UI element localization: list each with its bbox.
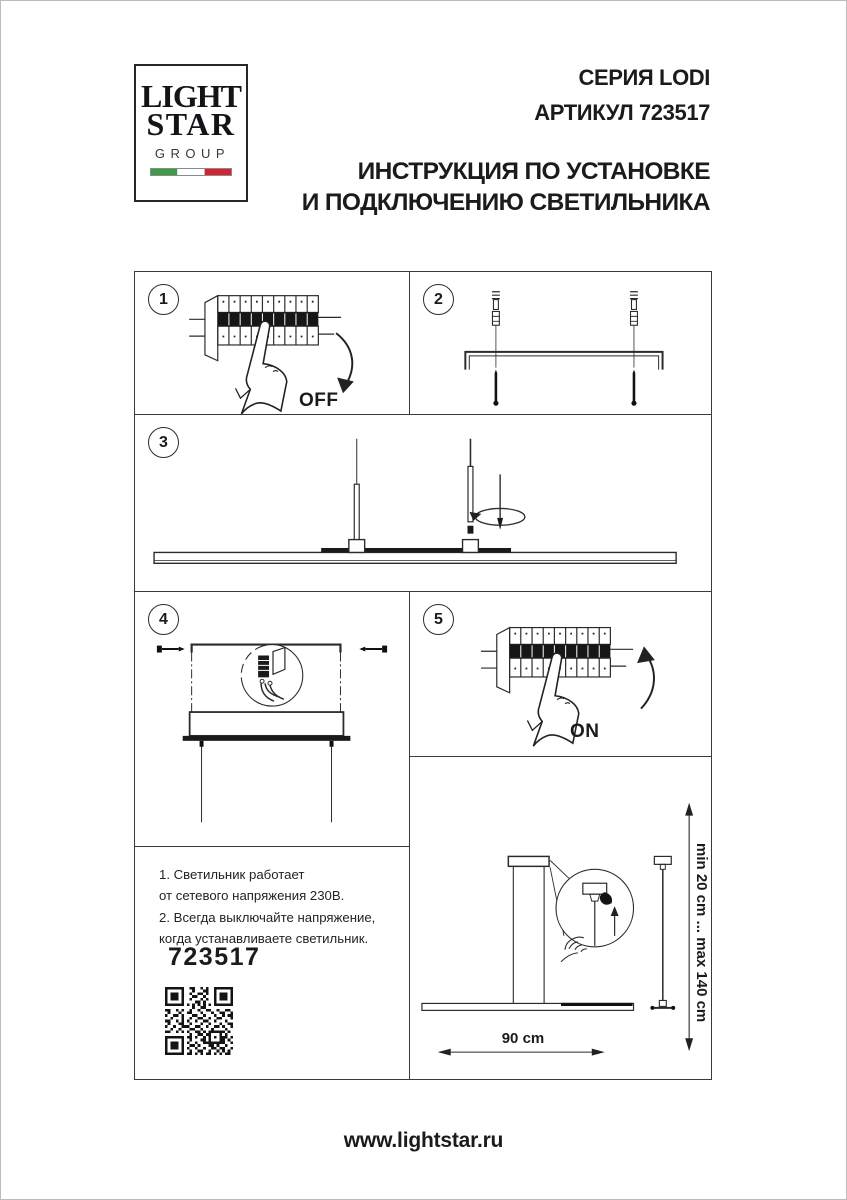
step-panel-2	[409, 271, 712, 415]
step-badge-5	[423, 604, 454, 635]
screw-anchor-left	[492, 292, 500, 406]
rotation-arrow-icon	[469, 474, 524, 529]
step-number: 5	[434, 610, 443, 628]
instruction-title	[302, 156, 710, 219]
step-panel-1	[134, 271, 410, 415]
brand-word-light: LIGHT	[141, 78, 241, 114]
safety-notes	[159, 864, 375, 950]
note-line-4: когда устанавливаете светильник.	[159, 931, 369, 947]
notes-panel	[134, 846, 410, 1080]
suspension-rod-left	[349, 439, 365, 553]
instruction-grid	[134, 271, 712, 1080]
mounting-bracket-diagram	[410, 272, 711, 414]
dimension-arrow-vertical	[685, 803, 693, 1051]
step-badge-4	[148, 604, 179, 635]
step-panel-3	[134, 414, 712, 592]
step-number: 2	[434, 290, 443, 308]
instruction-title-line2: И ПОДКЛЮЧЕНИЮ СВЕТИЛЬНИКА	[301, 189, 710, 217]
step-panel-5	[409, 591, 712, 757]
dimension-arrow-horizontal	[438, 1049, 605, 1056]
step-panel-4	[134, 591, 410, 847]
adjustable-cable-side-view	[650, 856, 675, 1009]
lightstar-logo	[134, 64, 248, 202]
note-line-1: 1. Светильник работает	[159, 867, 305, 882]
hand-pointing-icon	[236, 321, 287, 414]
height-range-label: min 20 cm ... max 140 cm	[693, 843, 710, 1023]
suspension-rods-diagram	[135, 415, 711, 591]
step-badge-2	[423, 284, 454, 315]
article-code: 723517	[168, 943, 261, 971]
instruction-title-line1: ИНСТРУКЦИЯ ПО УСТАНОВКЕ	[357, 158, 710, 185]
note-line-2: от сетевого напряжения 230В.	[159, 888, 345, 904]
curved-arrow-down-icon	[336, 333, 354, 393]
article-label: АРТИКУЛ 723517	[534, 100, 710, 125]
cable-adjuster-detail-circle	[556, 869, 633, 961]
qr-code	[165, 987, 233, 1055]
side-screw-left	[157, 646, 185, 653]
power-on-label: ON	[570, 721, 600, 742]
series-label: СЕРИЯ LODI	[578, 65, 710, 90]
canopy-wiring-diagram	[135, 592, 409, 846]
website-text: www.lightstar.ru	[343, 1129, 504, 1152]
curved-arrow-up-icon	[637, 646, 655, 708]
power-off-label: OFF	[299, 390, 339, 411]
step-number: 3	[159, 433, 168, 451]
brand-word-group: GROUP	[154, 146, 231, 162]
note-line-3: 2. Всегда выключайте напряжение,	[159, 909, 376, 925]
suspension-rod-right	[463, 439, 479, 553]
wiring-detail-circle	[241, 645, 303, 707]
step-badge-3	[148, 427, 179, 458]
side-screw-right	[359, 646, 387, 653]
step-badge-1	[148, 284, 179, 315]
step-number: 1	[159, 290, 168, 308]
dimensions-panel	[409, 756, 712, 1080]
document-header	[302, 65, 710, 219]
step-number: 4	[159, 610, 168, 628]
screw-anchor-right	[630, 292, 638, 406]
italian-flag-stripe	[150, 168, 232, 176]
brand-word-star: STAR	[146, 106, 236, 143]
width-dimension-label: 90 cm	[501, 1030, 545, 1047]
circuit-breaker-on-diagram	[410, 592, 711, 756]
